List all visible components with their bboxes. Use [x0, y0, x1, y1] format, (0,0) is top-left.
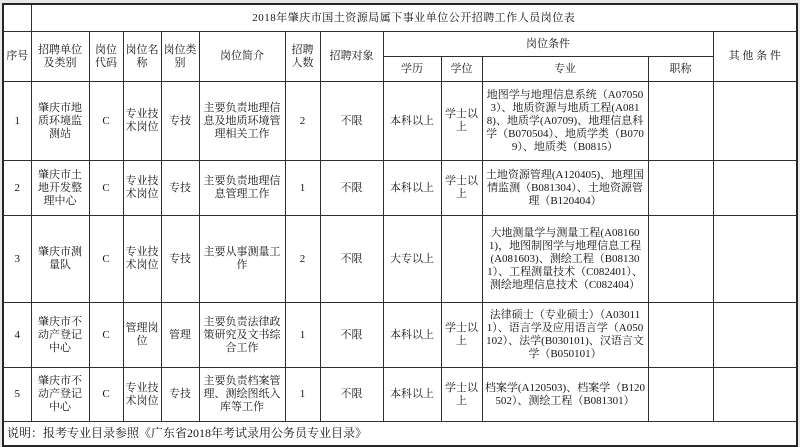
cell-category: 专技: [161, 82, 199, 161]
cell-name: 专业技术岗位: [123, 82, 161, 161]
cell-major: 档案学(A120503)、档案学（B120502）、测绘工程（B081301）: [482, 368, 648, 422]
cell-rank: [648, 368, 713, 422]
cell-no: 3: [3, 216, 31, 303]
cell-intro: 主要负责法律政策研究及文书综合工作: [199, 303, 285, 368]
position-row-1: [3, 82, 797, 161]
col-header-code: 岗位代码: [89, 32, 123, 82]
cell-major: 法律硕士（专业硕士）（A030111）、语言学及应用语言学（A050102）、法学(B030101)、汉语言文学（B050101）: [482, 303, 648, 368]
col-header-unit: 招聘单位及类别: [31, 32, 89, 82]
cell-intro: 主要负责档案管理、测绘图纸入库等工作: [199, 368, 285, 422]
cell-target: 不限: [320, 82, 383, 161]
cell-no: 5: [3, 368, 31, 422]
cell-education: 大专以上: [383, 216, 441, 303]
cell-other: [713, 161, 797, 216]
cell-category: 专技: [161, 216, 199, 303]
cell-education: 本科以上: [383, 303, 441, 368]
cell-intro: 主要负责地理信息及地质环境管理相关工作: [199, 82, 285, 161]
note-row: [3, 422, 797, 447]
cell-other: [713, 368, 797, 422]
cell-unit: 肇庆市不动产登记中心: [31, 368, 89, 422]
cell-degree: 学士以上: [441, 303, 482, 368]
cell-degree: 学士以上: [441, 161, 482, 216]
page-title: 2018年肇庆市国土资源局属下事业单位公开招聘工作人员岗位表: [31, 4, 797, 32]
cell-no: 4: [3, 303, 31, 368]
cell-education: 本科以上: [383, 161, 441, 216]
cell-rank: [648, 216, 713, 303]
note-text: 说明：报考专业目录参照《广东省2018年考试录用公务员专业目录》: [3, 422, 797, 447]
cell-unit: 肇庆市地质环境监测站: [31, 82, 89, 161]
cell-no: 1: [3, 82, 31, 161]
col-header-conditions: 岗位条件: [383, 32, 713, 57]
cell-education: 本科以上: [383, 368, 441, 422]
cell-count: 2: [285, 216, 320, 303]
header-row-top: [3, 32, 797, 57]
cell-rank: [648, 303, 713, 368]
cell-code: C: [89, 161, 123, 216]
cell-rank: [648, 161, 713, 216]
cell-category: 专技: [161, 368, 199, 422]
position-row-5: [3, 368, 797, 422]
cell-code: C: [89, 216, 123, 303]
cell-target: 不限: [320, 161, 383, 216]
cell-count: 1: [285, 161, 320, 216]
cell-degree: 学士以上: [441, 82, 482, 161]
cell-count: 2: [285, 82, 320, 161]
cell-category: 专技: [161, 161, 199, 216]
cell-unit: 肇庆市测量队: [31, 216, 89, 303]
col-header-other: 其 他 条 件: [713, 32, 797, 82]
cell-major: 大地测量学与测量工程(A081601)，地图制图学与地理信息工程(A081603)、测绘工程（B081301）、工程测量技术（C082401）、测绘地理信息技术（C082404）: [482, 216, 648, 303]
cell-name: 专业技术岗位: [123, 216, 161, 303]
col-header-education: 学历: [383, 57, 441, 82]
col-header-count: 招聘人数: [285, 32, 320, 82]
cell-unit: 肇庆市土地开发整理中心: [31, 161, 89, 216]
cell-count: 1: [285, 303, 320, 368]
position-row-2: [3, 161, 797, 216]
cell-rank: [648, 82, 713, 161]
cell-degree: [441, 216, 482, 303]
title-spacer-cell: [3, 4, 31, 32]
col-header-rank: 职称: [648, 57, 713, 82]
cell-code: C: [89, 303, 123, 368]
cell-count: 1: [285, 368, 320, 422]
cell-name: 管理岗位: [123, 303, 161, 368]
cell-name: 专业技术岗位: [123, 368, 161, 422]
cell-intro: 主要负责地理信息管理工作: [199, 161, 285, 216]
cell-name: 专业技术岗位: [123, 161, 161, 216]
col-header-no: 序号: [3, 32, 31, 82]
cell-target: 不限: [320, 216, 383, 303]
cell-intro: 主要从事测量工作: [199, 216, 285, 303]
title-row: [3, 4, 797, 32]
cell-no: 2: [3, 161, 31, 216]
cell-major: 地图学与地理信息系统（A070503）、地质资源与地质工程(A0818)、地质学(A0709)、地理信息科学（B070504）、地质学类（B0709）、地质类（B0815）: [482, 82, 648, 161]
cell-other: [713, 216, 797, 303]
col-header-major: 专业: [482, 57, 648, 82]
col-header-intro: 岗位简介: [199, 32, 285, 82]
cell-degree: 学士以上: [441, 368, 482, 422]
cell-code: C: [89, 82, 123, 161]
recruitment-table-sheet: [2, 3, 798, 447]
cell-other: [713, 303, 797, 368]
position-row-3: [3, 216, 797, 303]
position-row-4: [3, 303, 797, 368]
cell-major: 土地资源管理(A120405)、地理国情监测（B081304）、土地资源管理（B120404）: [482, 161, 648, 216]
cell-other: [713, 82, 797, 161]
col-header-name: 岗位名称: [123, 32, 161, 82]
col-header-degree: 学位: [441, 57, 482, 82]
cell-unit: 肇庆市不动产登记中心: [31, 303, 89, 368]
cell-target: 不限: [320, 303, 383, 368]
cell-target: 不限: [320, 368, 383, 422]
cell-education: 本科以上: [383, 82, 441, 161]
cell-code: C: [89, 368, 123, 422]
recruitment-position-table: [2, 3, 798, 447]
col-header-category: 岗位类别: [161, 32, 199, 82]
col-header-target: 招聘对象: [320, 32, 383, 82]
cell-category: 管理: [161, 303, 199, 368]
